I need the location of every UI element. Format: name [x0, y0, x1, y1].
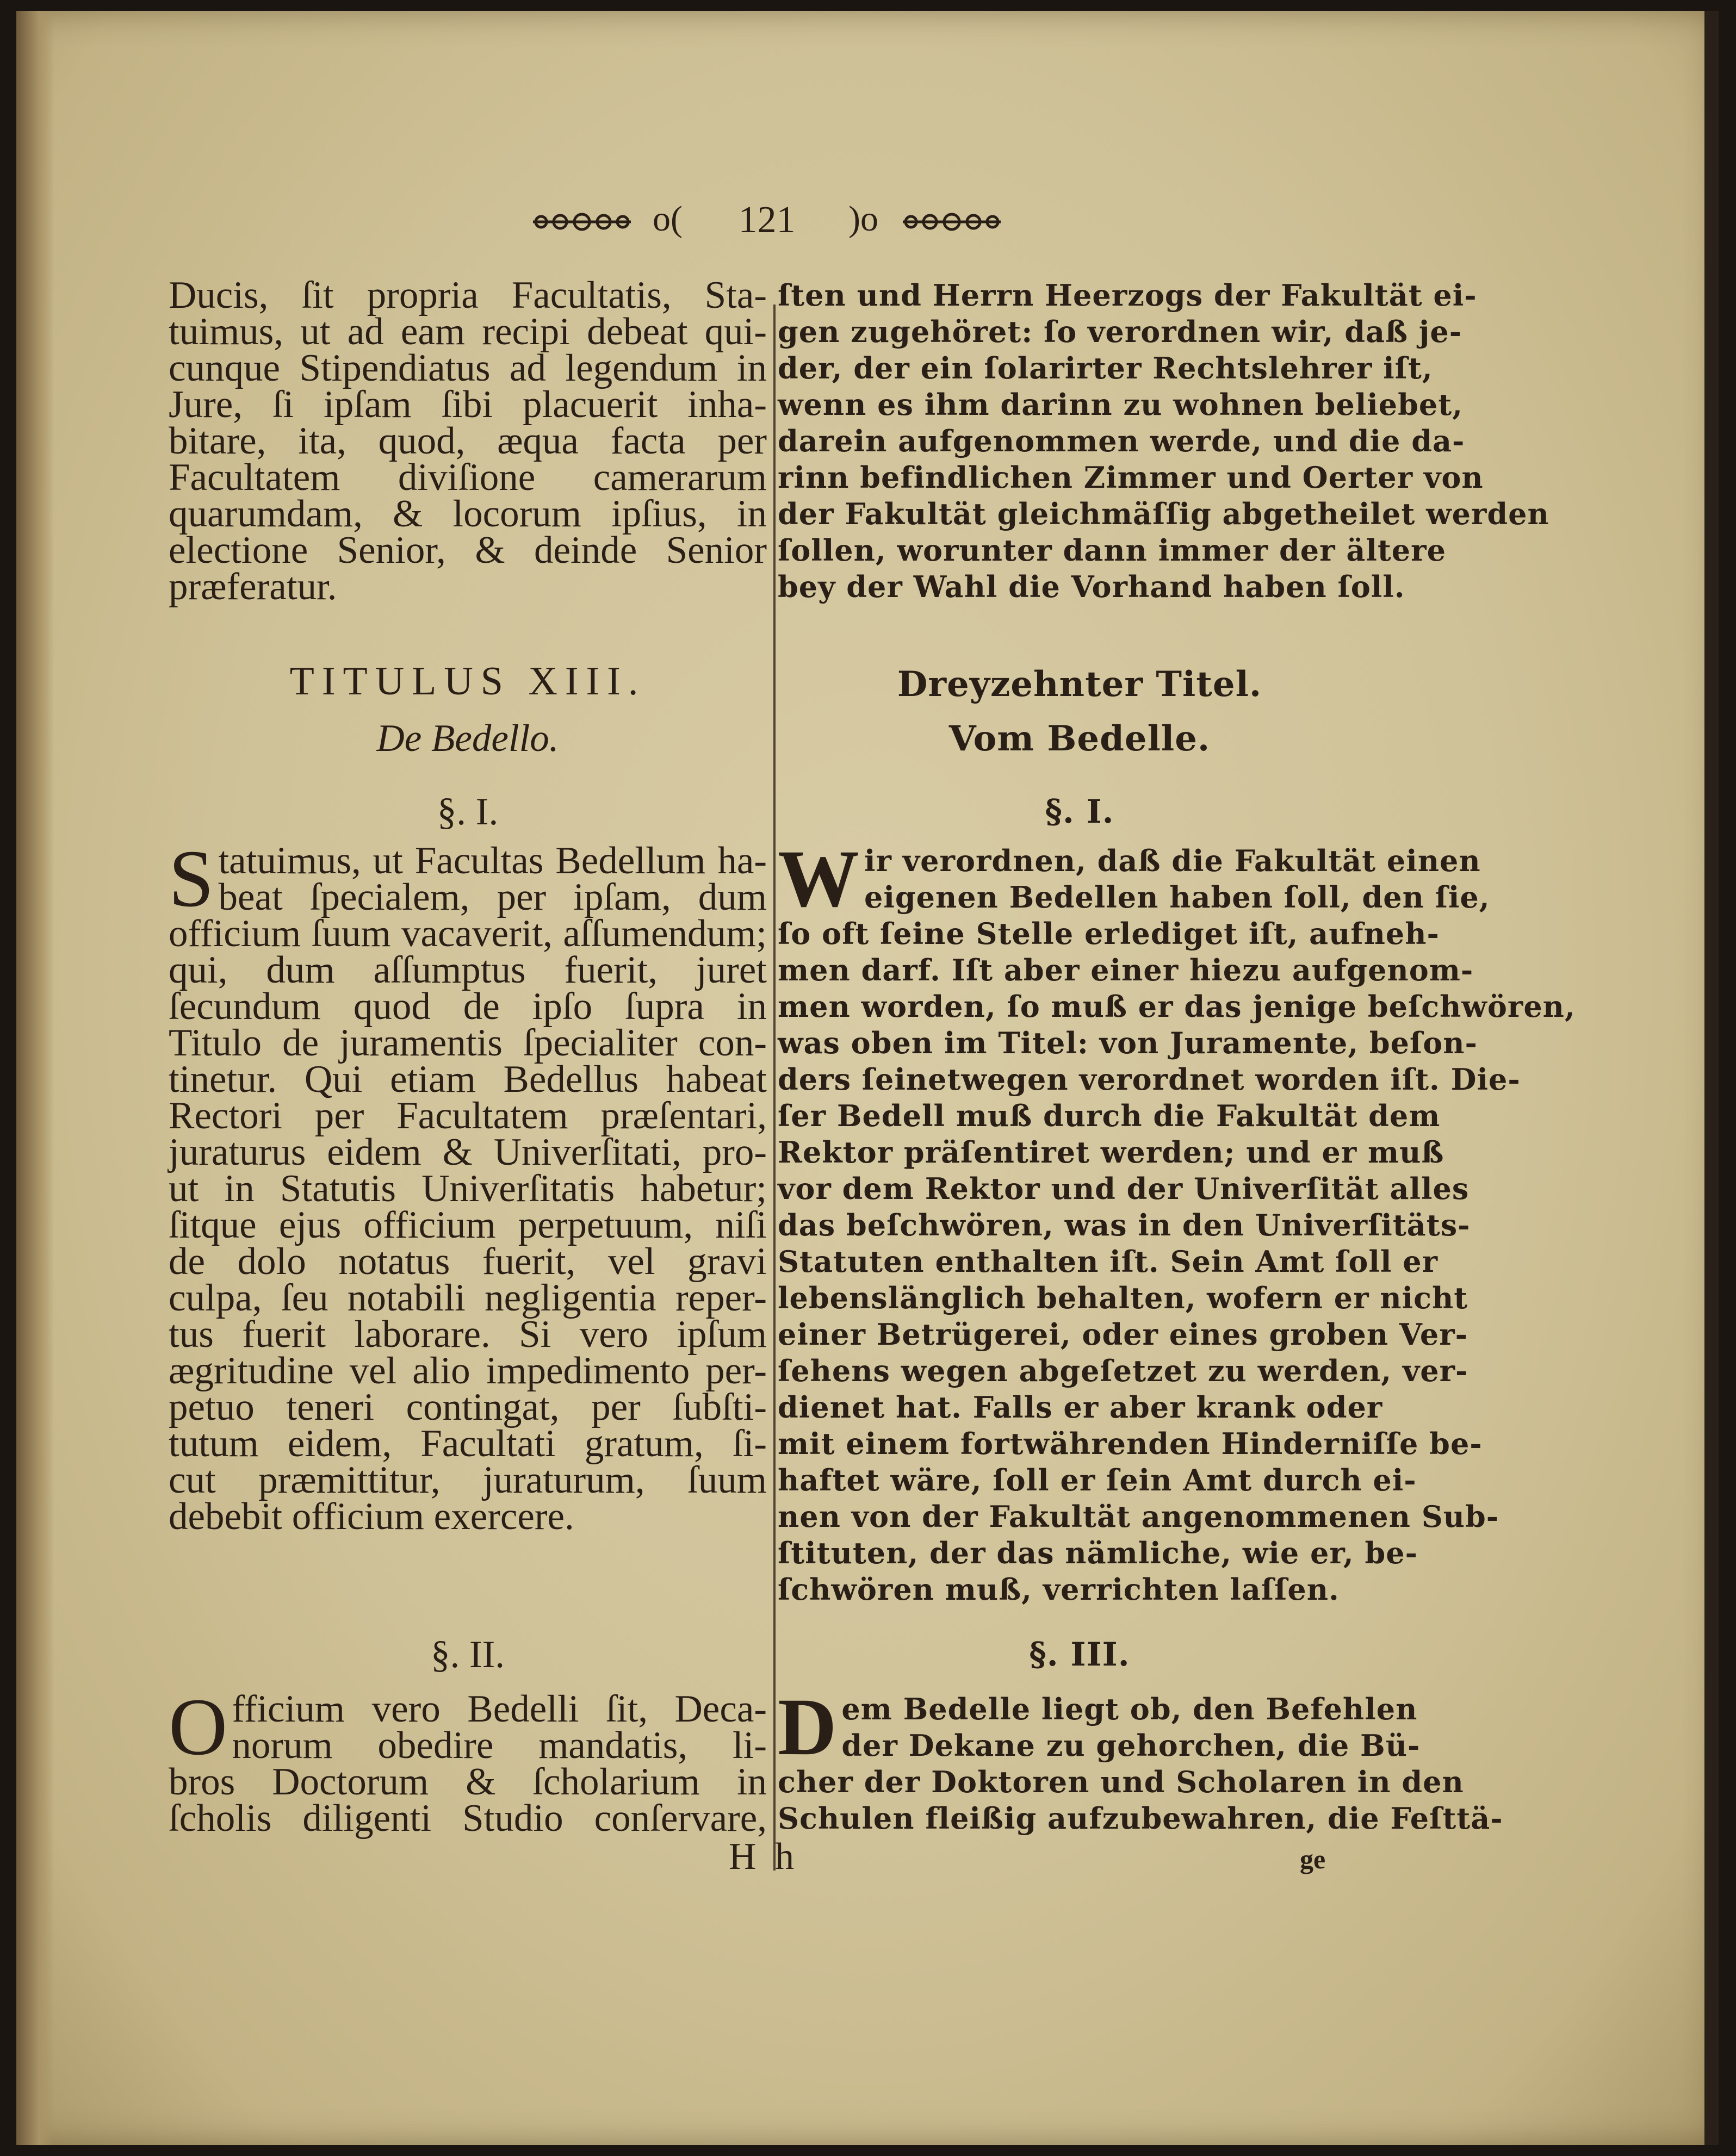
text-line: Schulen fleißig aufzubewahren, die Feſttä- [778, 1801, 1503, 1836]
text-line: darein aufgenommen werde, und die da- [778, 424, 1465, 458]
text-line: cunque Stipendiatus ad legendum in [169, 347, 767, 389]
right-ornament-icon [897, 208, 1006, 235]
text-line: ir verordnen, daß die Fakultät einen [864, 843, 1481, 878]
text-line: Jure, ſi ipſam ſibi placuerit inha- [169, 383, 767, 426]
text-line: dienet hat. Falls er aber krank oder [778, 1390, 1383, 1425]
text-line: tus fuerit laborare. Si vero ipſum [169, 1313, 767, 1356]
text-line: ſitque ejus officium perpetuum, niſi [169, 1204, 767, 1246]
german-section-1 [778, 834, 1576, 1608]
text-line: ut in Statutis Univerſitatis habetur; [169, 1167, 767, 1210]
german-title: Dreyzehnter Titel. [897, 664, 1262, 705]
text-line: quarumdam, & locorum ipſius, in [169, 493, 767, 535]
text-line: was oben im Titel: von Juramente, beſon- [778, 1026, 1478, 1060]
text-line: præferatur. [169, 566, 337, 608]
german-subtitle: Vom Bedelle. [948, 718, 1211, 759]
text-line: eigenen Bedellen haben ſoll, den ſie, [864, 880, 1490, 915]
text-line: ægritudine vel alio impedimento per- [169, 1350, 767, 1392]
text-line: gen zugehöret: ſo verordnen wir, daß je- [778, 314, 1462, 349]
text-line: ſcholis diligenti Studio conſervare, [169, 1797, 767, 1840]
text-line: ders ſeinetwegen verordnet worden iſt. Die- [778, 1062, 1521, 1097]
german-section-2 [778, 1682, 1503, 1837]
text-line: fficium vero Bedelli ſit, Deca- [232, 1688, 767, 1730]
text-line: men darf. Iſt aber einer hiezu aufgenom- [778, 953, 1474, 987]
german-section-2-heading: §. III. [1029, 1636, 1130, 1674]
text-line: petuo teneri contingat, per ſubſti- [169, 1386, 767, 1428]
text-line: norum obedire mandatis, li- [232, 1724, 767, 1767]
text-line: Facultatem diviſione camerarum [169, 456, 767, 499]
header-right-bracket: )o [848, 199, 878, 239]
text-line: ſchwören muß, verrichten laſſen. [778, 1572, 1340, 1607]
drop-cap: O [169, 1682, 228, 1772]
text-line: culpa, ſeu notabili negligentia reper- [169, 1277, 767, 1319]
text-line: nen von der Fakultät angenommenen Sub- [778, 1499, 1499, 1534]
text-line: haftet wäre, ſoll er ſein Amt durch ei- [778, 1463, 1417, 1498]
catchword: ge [1300, 1844, 1326, 1874]
text-line: mit einem fortwährenden Hinderniſſe be- [778, 1426, 1483, 1461]
text-line: bitare, ita, quod, æqua facta per [169, 420, 767, 462]
text-line: officium ſuum vacaverit, aſſumendum; [169, 912, 767, 955]
text-line: em Bedelle liegt ob, den Befehlen [841, 1692, 1418, 1726]
text-line: der Dekane zu gehorchen, die Bü- [841, 1728, 1421, 1763]
text-line: ſten und Herrn Heerzogs der Fakultät ei- [778, 278, 1477, 313]
page-number: 121 [738, 199, 796, 241]
signature-mark: H [729, 1836, 757, 1878]
left-ornament-icon [528, 208, 636, 235]
text-line: Titulo de juramentis ſpecialiter con- [169, 1022, 767, 1064]
text-line: ſecundum quod de ipſo ſupra in [169, 985, 767, 1028]
text-line: ſollen, worunter dann immer der ältere [778, 533, 1446, 568]
text-line: vor dem Rektor und der Univerſität alles [778, 1171, 1470, 1206]
running-header [528, 198, 1006, 247]
latin-section-1 [169, 834, 767, 1538]
text-line: der, der ein ſolarirter Rechtslehrer iſt, [778, 351, 1433, 386]
text-line: men worden, ſo muß er das jenige beſchwören, [778, 989, 1576, 1024]
text-line: bey der Wahl die Vorhand haben ſoll. [778, 569, 1405, 604]
text-line: Ducis, ſit propria Facultatis, Sta- [169, 274, 767, 316]
text-line: juraturus eidem & Univerſitati, pro- [169, 1131, 767, 1173]
german-section-1-heading: §. I. [1045, 793, 1114, 831]
text-line: electione Senior, & deinde Senior [169, 529, 767, 571]
drop-cap: W [778, 834, 860, 924]
text-line: beat ſpecialem, per ipſam, dum [218, 876, 767, 918]
text-line: wenn es ihm darinn zu wohnen beliebet, [778, 387, 1463, 422]
text-line: Rektor präſentiret werden; und er muß [778, 1135, 1444, 1170]
latin-section-2-heading: §. II. [430, 1633, 505, 1676]
text-line: debebit officium exercere. [169, 1495, 574, 1538]
text-line: bros Doctorum & ſcholarium in [169, 1761, 767, 1803]
binding-gutter [16, 11, 54, 2145]
text-line: Rectori per Facultatem præſentari, [169, 1095, 767, 1137]
text-line: de dolo notatus fuerit, vel gravi [169, 1240, 767, 1283]
latin-intro [169, 274, 767, 608]
text-line: ſtituten, der das nämliche, wie er, be- [778, 1536, 1418, 1570]
book-page [16, 11, 1719, 2145]
latin-subtitle: De Bedello. [376, 717, 559, 760]
text-line: cher der Doktoren und Scholaren in den [778, 1764, 1464, 1799]
text-line: tutum eidem, Facultati gratum, ſi- [169, 1422, 767, 1465]
drop-cap: D [778, 1682, 838, 1772]
text-line: der Fakultät gleichmäſſig abgetheilet werden [778, 496, 1549, 531]
text-line: tinetur. Qui etiam Bedellus habeat [169, 1058, 767, 1101]
german-intro [778, 277, 1549, 605]
header-left-bracket: o( [653, 199, 683, 239]
text-line: rinn befindlichen Zimmer und Oerter von [778, 460, 1484, 495]
page-edge [1704, 11, 1719, 2145]
text-line: cut præmittitur, juraturum, ſuum [169, 1459, 767, 1501]
text-line: lebenslänglich behalten, wofern er nicht [778, 1281, 1468, 1315]
latin-title: TITULUS XIII. [289, 659, 646, 704]
text-line: ſo oft ſeine Stelle erlediget iſt, aufneh- [778, 916, 1440, 951]
text-line: ſer Bedell muß durch die Fakultät dem [778, 1098, 1441, 1133]
signature-mark: h [775, 1836, 794, 1878]
column-divider [773, 305, 776, 1871]
text-line: qui, dum aſſumptus fuerit, juret [169, 949, 767, 991]
latin-section-1-heading: §. I. [437, 791, 499, 833]
text-line: das beſchwören, was in den Univerſitäts- [778, 1208, 1471, 1242]
text-line: ſehens wegen abgeſetzet zu werden, ver- [778, 1353, 1468, 1388]
latin-section-2 [169, 1682, 767, 1840]
text-line: Statuten enthalten iſt. Sein Amt ſoll er [778, 1244, 1439, 1279]
text-line: tuimus, ut ad eam recipi debeat qui- [169, 310, 767, 353]
drop-cap: S [169, 834, 214, 924]
text-line: tatuimus, ut Facultas Bedellum ha- [218, 840, 767, 882]
text-line: einer Betrügerei, oder eines groben Ver- [778, 1317, 1468, 1352]
